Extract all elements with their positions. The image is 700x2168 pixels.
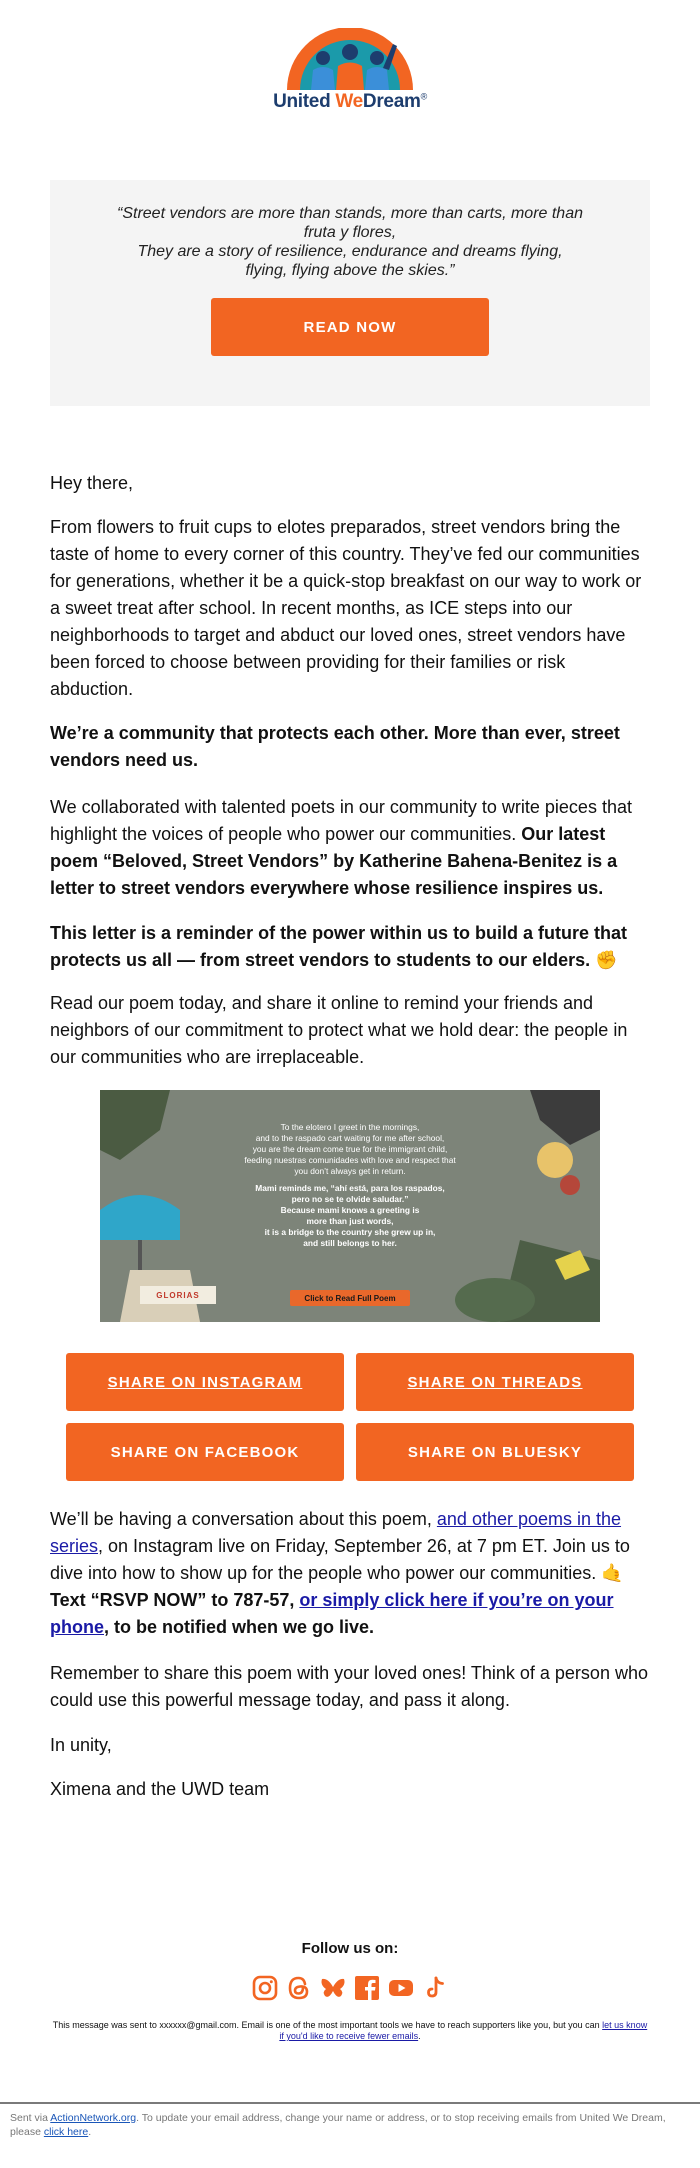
bluesky-icon[interactable]: [320, 1975, 346, 2001]
read-now-button[interactable]: READ NOW: [211, 298, 489, 356]
poem-line: feeding nuestras comunidades with love and respect that: [244, 1155, 456, 1165]
signoff-text: In unity,: [50, 1735, 112, 1755]
social-icons: [0, 1975, 700, 2009]
youtube-icon[interactable]: [388, 1975, 414, 2001]
paragraph-1: [50, 514, 650, 703]
paragraph-3: [50, 794, 650, 902]
instagram-icon[interactable]: [252, 1975, 278, 2001]
logo-word-dream: Dream: [362, 91, 421, 112]
tiktok-icon[interactable]: [422, 1975, 448, 2001]
header-logo[interactable]: [0, 0, 700, 130]
greeting: [50, 470, 650, 497]
paragraph-1-text: From flowers to fruit cups to elotes preparados, street vendors bring the taste of home to every corner of this country. They’ve fed our communities for generations, whether it be a quick-stop breakfast on our way to work or a sweet treat after school. In recent months, as ICE steps into our neighborhoods to target and abduct our loved ones, street vendors have been forced to choose between providing for their families or risk abduction.: [50, 517, 642, 699]
footer: [10, 2111, 670, 2139]
hero-quote-box: [50, 180, 650, 406]
rsvp-text-end: , to be notified when we go live.: [104, 1617, 375, 1637]
logo-word-we: We: [335, 91, 363, 112]
poem-line: more than just words,: [306, 1216, 394, 1226]
share-instagram-button[interactable]: SHARE ON INSTAGRAM: [66, 1353, 344, 1411]
signoff: [50, 1732, 650, 1759]
poem-line: you don’t always get in return.: [294, 1166, 406, 1176]
poem-line: Because mami knows a greeting is: [280, 1205, 420, 1215]
footer-text-2: . To update your email address, change your name or address, or to stop receiving emails from United We Dream, please: [10, 2112, 666, 2138]
fine-print: [50, 2020, 650, 2042]
signature-text: Ximena and the UWD team: [50, 1779, 270, 1799]
fewer-emails-link[interactable]: let us know if you'd like to receive fewer emails: [279, 2020, 648, 2041]
logo-emblem-icon: [265, 28, 435, 90]
footer-divider: [0, 2102, 700, 2104]
logo-word-united: United: [273, 91, 331, 112]
actionnetwork-link[interactable]: ActionNetwork.org: [50, 2112, 137, 2124]
share-threads-button[interactable]: SHARE ON THREADS: [356, 1353, 634, 1411]
paragraph-5: [50, 990, 650, 1071]
poem-image-link[interactable]: [100, 1090, 600, 1322]
poem-line: pero no se te olvide saludar.”: [291, 1194, 409, 1204]
poem-line: To the elotero I greet in the mornings,: [280, 1122, 420, 1132]
paragraph-2: [50, 720, 650, 774]
event-text-1: We’ll be having a conversation about this poem,: [50, 1509, 437, 1529]
closing-paragraph: [50, 1660, 650, 1714]
share-bluesky-button[interactable]: SHARE ON BLUESKY: [356, 1423, 634, 1481]
fine-print-text: This message was sent to xxxxxx@gmail.com. Email is one of the most important tools we have to reach supporters like you, but you can: [52, 2020, 603, 2030]
signature: [50, 1776, 650, 1803]
event-paragraph: [50, 1506, 650, 1641]
logo-wordmark: [0, 91, 700, 113]
paragraph-2-text: We’re a community that protects each other. More than ever, street vendors need us.: [50, 723, 620, 770]
footer-text-1: Sent via: [10, 2112, 51, 2124]
facebook-icon[interactable]: [354, 1975, 380, 2001]
paragraph-5-text: Read our poem today, and share it online to remind your friends and neighbors of our commitment to protect what we hold dear: the people in our communities who are irreplaceable.: [50, 993, 628, 1067]
rsvp-phone-link[interactable]: or simply click here if you’re on your phone: [50, 1590, 614, 1637]
poem-line: and to the raspado cart waiting for me after school,: [255, 1133, 445, 1143]
closing-text: Remember to share this poem with your loved ones! Think of a person who could use this powerful message today, and pass it along.: [50, 1663, 648, 1710]
read-full-poem-button[interactable]: Click to Read Full Poem: [290, 1290, 410, 1306]
threads-icon[interactable]: [286, 1975, 312, 2001]
fine-print-end: .: [418, 2031, 421, 2041]
paragraph-3-normal: We collaborated with talented poets in our community to write pieces that highlight the voices of people who power our communities.: [50, 797, 632, 844]
share-facebook-button[interactable]: SHARE ON FACEBOOK: [66, 1423, 344, 1481]
click-here-link[interactable]: click here: [43, 2126, 89, 2138]
follow-us-title: Follow us on:: [301, 1940, 399, 1957]
registered-mark: ®: [420, 91, 427, 102]
greeting-text: Hey there,: [50, 473, 134, 493]
poem-line: Mami reminds me, “ahí está, para los raspados,: [255, 1183, 445, 1193]
event-text-2: , on Instagram live on Friday, September 26, at 7 pm ET. Join us to dive into how to show up for the people who power our communities. 🤙: [50, 1536, 630, 1583]
paragraph-4: [50, 920, 650, 974]
poem-line: it is a bridge to the country she grew up in,: [264, 1227, 436, 1237]
other-poems-link[interactable]: and other poems in the series: [50, 1509, 622, 1556]
poem-line: you are the dream come true for the immigrant child,: [252, 1144, 448, 1154]
hero-quote: “Street vendors are more than stands, more than carts, more than fruta y flores, They are a story of resilience, endurance and dreams flying, flying, flying above the skies.”: [117, 205, 583, 279]
poem-line: and still belongs to her.: [303, 1238, 397, 1248]
rsvp-text: Text “RSVP NOW” to 787-57,: [50, 1590, 300, 1610]
paragraph-4-text: This letter is a reminder of the power within us to build a future that protects us all — from street vendors to students to our elders. ✊: [50, 923, 628, 970]
vendor-cart-sign: GLORIAS: [140, 1286, 216, 1304]
poem-excerpt: [192, 1122, 508, 1249]
paragraph-3-bold: Our latest poem “Beloved, Street Vendors” by Katherine Bahena-Benitez is a letter to street vendors everywhere whose resilience inspires us.: [50, 824, 618, 898]
footer-text-3: .: [88, 2126, 92, 2138]
